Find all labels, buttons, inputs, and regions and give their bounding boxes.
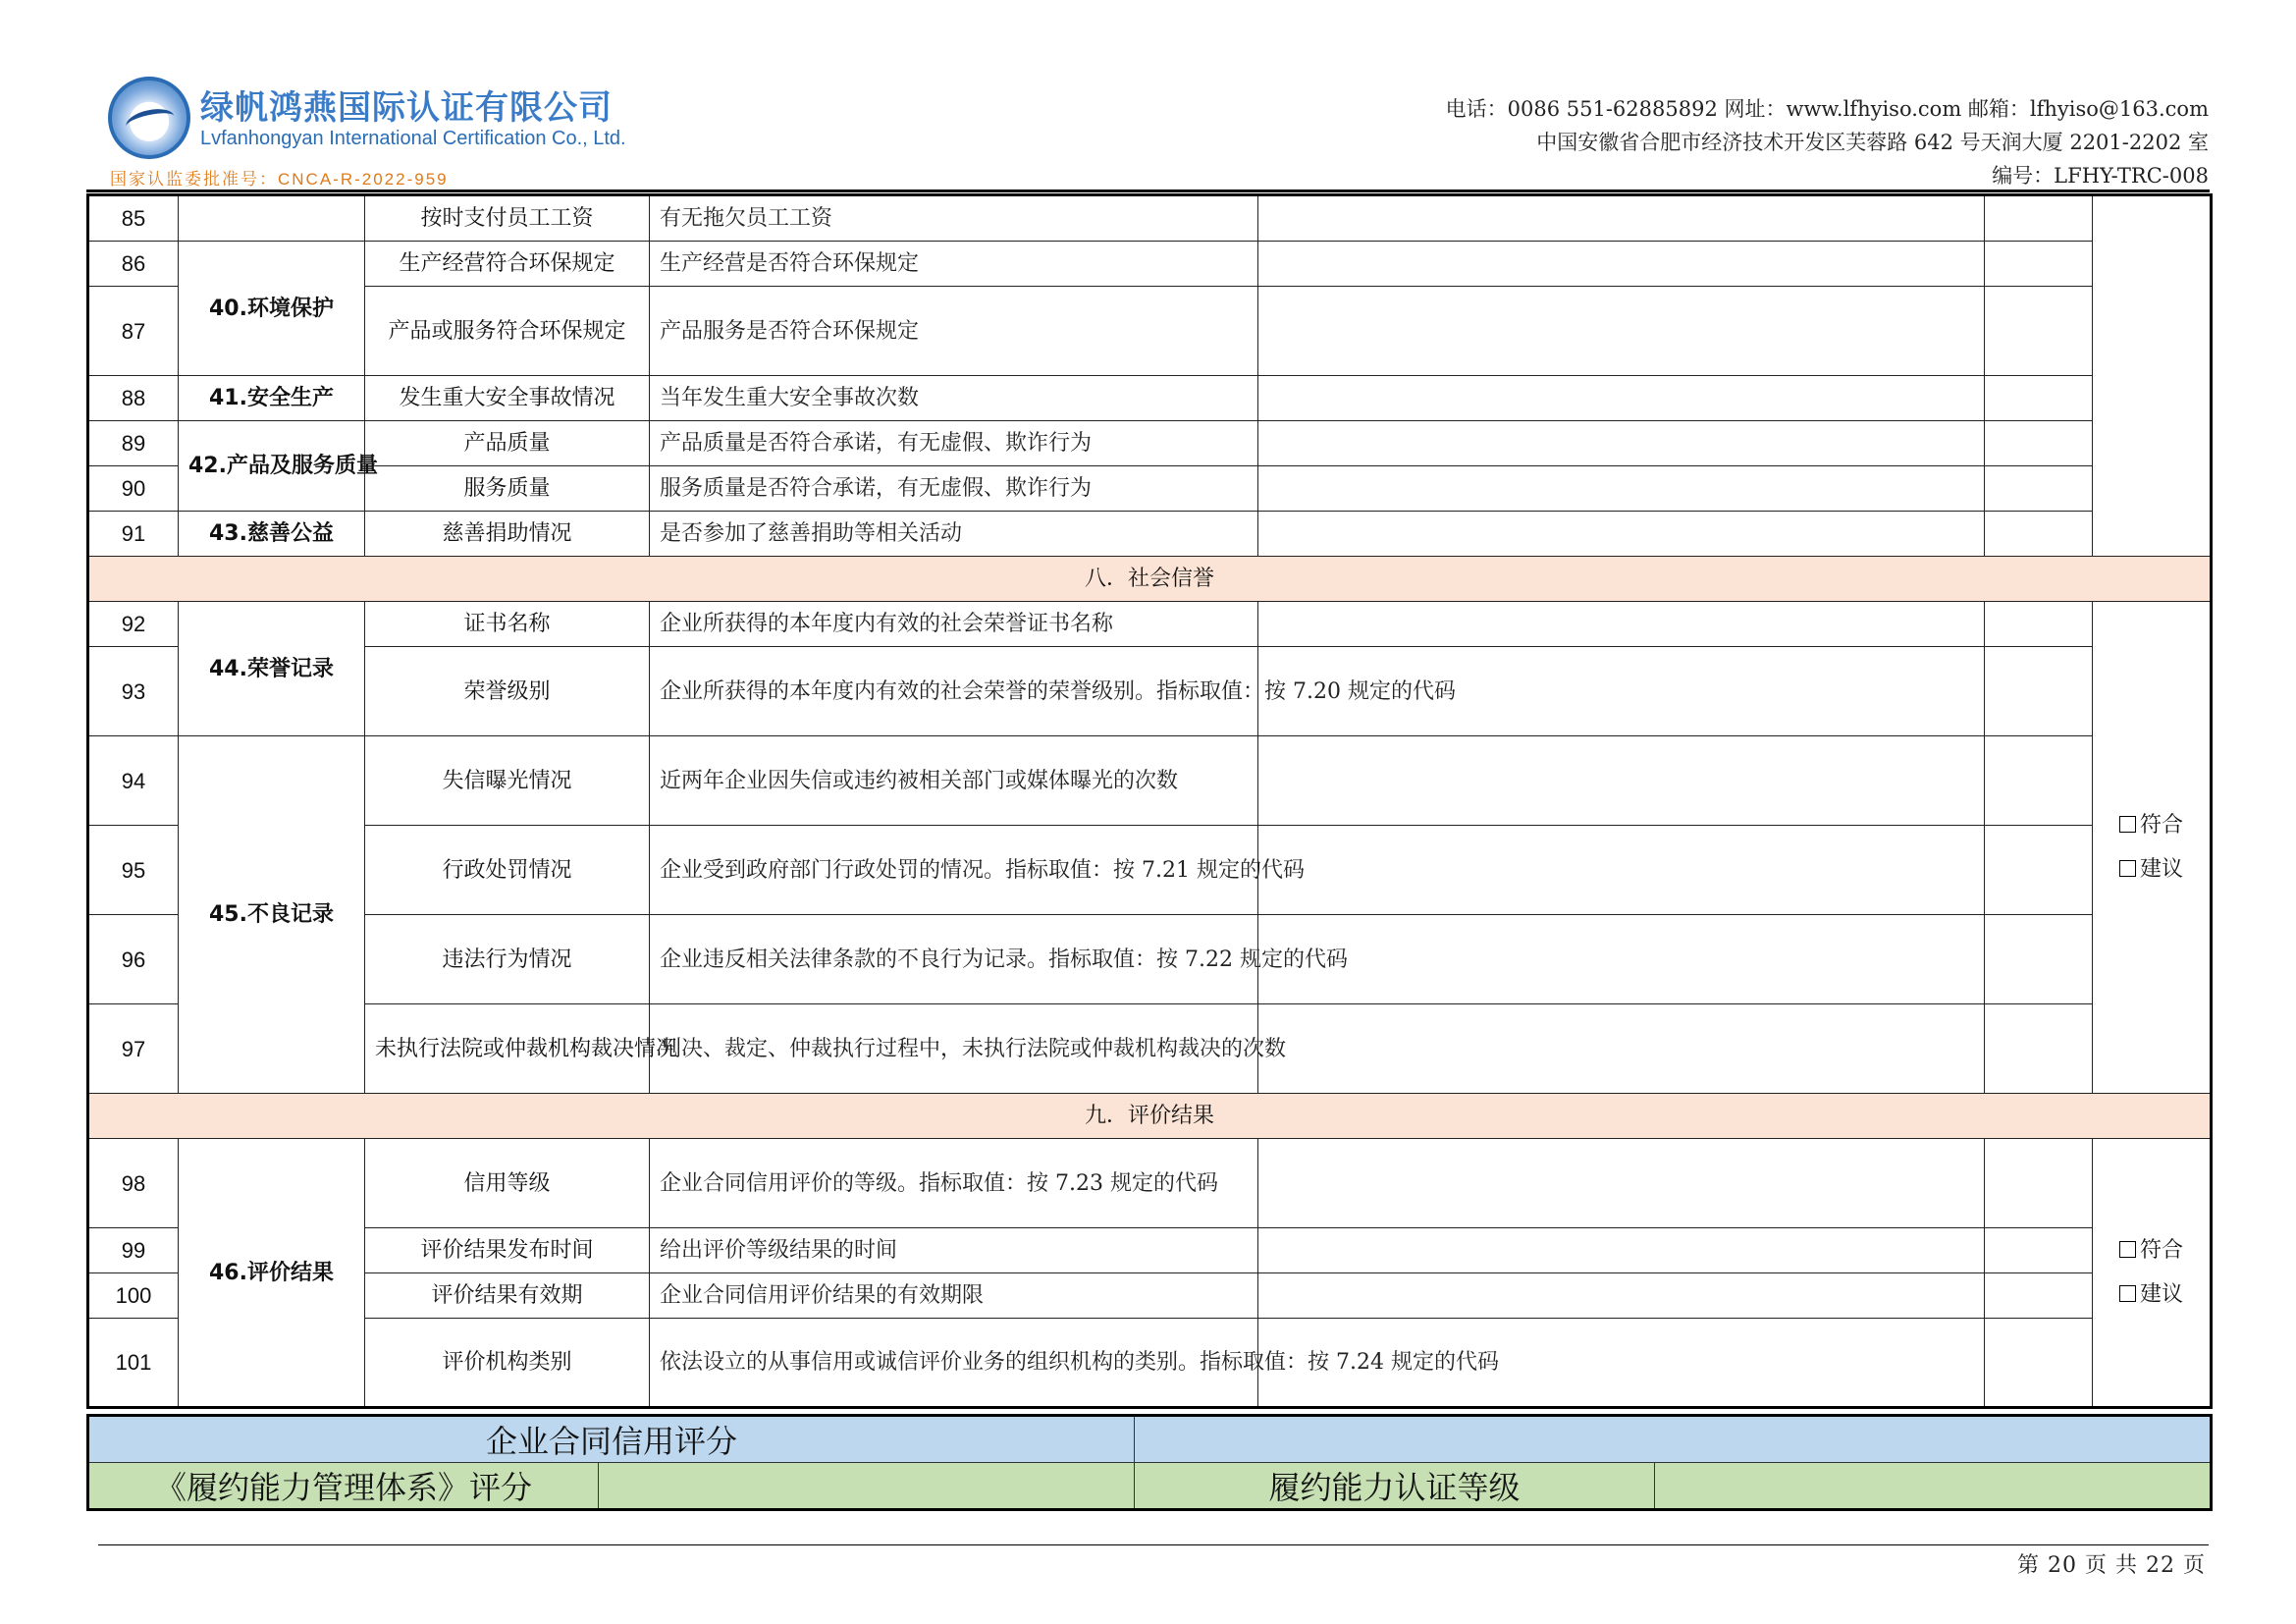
- row-number: 99: [88, 1228, 179, 1273]
- indicator-description: 判决、裁定、仲裁执行过程中，未执行法院或仲裁机构裁决的次数: [650, 1004, 1258, 1094]
- evidence-cell[interactable]: [1258, 1228, 1985, 1273]
- indicator-description: 服务质量是否符合承诺，有无虚假、欺诈行为: [650, 466, 1258, 512]
- indicator-name: 信用等级: [365, 1139, 650, 1228]
- indicator-name: 产品或服务符合环保规定: [365, 287, 650, 376]
- table-row: [88, 466, 2212, 512]
- evidence-cell[interactable]: [1258, 242, 1985, 287]
- evidence-cell[interactable]: [1258, 512, 1985, 557]
- table-row: [88, 1228, 2212, 1273]
- indicator-name: 违法行为情况: [365, 915, 650, 1004]
- indicator-name: 未执行法院或仲裁机构裁决情况: [365, 1004, 650, 1094]
- indicator-description: 是否参加了慈善捐助等相关活动: [650, 512, 1258, 557]
- option-suggest[interactable]: [2103, 1272, 2200, 1317]
- row-number: 100: [88, 1273, 179, 1319]
- score-cell[interactable]: [1985, 242, 2093, 287]
- evaluation-table: [86, 193, 2213, 1409]
- company-name-cn: 绿帆鸿燕国际认证有限公司: [200, 88, 613, 128]
- indicator-description: 给出评价等级结果的时间: [650, 1228, 1258, 1273]
- row-number: 93: [88, 647, 179, 736]
- checkbox-icon[interactable]: [2119, 1241, 2136, 1258]
- option-suggest[interactable]: [2103, 847, 2200, 892]
- indicator-name: 慈善捐助情况: [365, 512, 650, 557]
- table-row: [88, 421, 2212, 466]
- document-code: 编号：LFHY-TRC-008: [1992, 164, 2209, 188]
- table-row: [88, 826, 2212, 915]
- row-number: 94: [88, 736, 179, 826]
- indicator-description: 企业所获得的本年度内有效的社会荣誉的荣誉级别。指标取值：按 7.20 规定的代码: [650, 647, 1258, 736]
- summary-row: [88, 1463, 2212, 1510]
- indicator-description: 当年发生重大安全事故次数: [650, 376, 1258, 421]
- approval-number: 国家认监委批准号：CNCA-R-2022-959: [110, 170, 449, 189]
- row-number: 90: [88, 466, 179, 512]
- table-row: [88, 1319, 2212, 1408]
- score-cell[interactable]: [1985, 1228, 2093, 1273]
- row-number: 91: [88, 512, 179, 557]
- result-cell[interactable]: [2093, 602, 2212, 1094]
- company-logo-icon: [108, 77, 190, 159]
- table-row: [88, 195, 2212, 242]
- table-row: [88, 1139, 2212, 1228]
- summary-table: [86, 1414, 2213, 1511]
- indicator-name: 行政处罚情况: [365, 826, 650, 915]
- result-cell[interactable]: [2093, 1139, 2212, 1408]
- indicator-name: 生产经营符合环保规定: [365, 242, 650, 287]
- category-cell: [179, 195, 365, 242]
- indicator-description: 产品服务是否符合环保规定: [650, 287, 1258, 376]
- section-header-row: [88, 1094, 2212, 1139]
- system-score-value[interactable]: [599, 1463, 1135, 1510]
- cert-level-value[interactable]: [1655, 1463, 2212, 1510]
- row-number: 86: [88, 242, 179, 287]
- indicator-description: 近两年企业因失信或违约被相关部门或媒体曝光的次数: [650, 736, 1258, 826]
- indicator-description: 企业合同信用评价结果的有效期限: [650, 1273, 1258, 1319]
- evidence-cell[interactable]: [1258, 287, 1985, 376]
- score-cell[interactable]: [1985, 376, 2093, 421]
- evidence-cell[interactable]: [1258, 195, 1985, 242]
- indicator-name: 产品质量: [365, 421, 650, 466]
- contact-line-1: 电话：0086 551-62885892 网址：www.lfhyiso.com 邮箱：lfhyiso@163.com: [1445, 97, 2209, 121]
- indicator-name: 评价结果发布时间: [365, 1228, 650, 1273]
- evidence-cell[interactable]: [1258, 736, 1985, 826]
- score-cell[interactable]: [1985, 1319, 2093, 1408]
- contact-line-2: 中国安徽省合肥市经济技术开发区芙蓉路 642 号天润大厦 2201-2202 室: [1536, 131, 2209, 154]
- table-row: [88, 287, 2212, 376]
- indicator-description: 生产经营是否符合环保规定: [650, 242, 1258, 287]
- score-cell[interactable]: [1985, 1004, 2093, 1094]
- row-number: 97: [88, 1004, 179, 1094]
- evidence-cell[interactable]: [1258, 1273, 1985, 1319]
- score-cell[interactable]: [1985, 915, 2093, 1004]
- score-cell[interactable]: [1985, 1139, 2093, 1228]
- row-number: 87: [88, 287, 179, 376]
- contract-credit-score-label: 企业合同信用评分: [88, 1416, 1135, 1463]
- score-cell[interactable]: [1985, 647, 2093, 736]
- option-conform[interactable]: [2103, 803, 2200, 847]
- section-title: 八．社会信誉: [88, 557, 2212, 602]
- evidence-cell[interactable]: [1258, 602, 1985, 647]
- score-cell[interactable]: [1985, 602, 2093, 647]
- row-number: 89: [88, 421, 179, 466]
- indicator-description: 产品质量是否符合承诺，有无虚假、欺诈行为: [650, 421, 1258, 466]
- indicator-name: 失信曝光情况: [365, 736, 650, 826]
- score-cell[interactable]: [1985, 1273, 2093, 1319]
- option-conform[interactable]: [2103, 1228, 2200, 1272]
- table-row: [88, 1273, 2212, 1319]
- evidence-cell[interactable]: [1258, 826, 1985, 915]
- contract-credit-score-value[interactable]: [1135, 1416, 2212, 1463]
- category-cell: 43.慈善公益: [179, 512, 365, 557]
- indicator-name: 按时支付员工工资: [365, 195, 650, 242]
- indicator-description: 企业所获得的本年度内有效的社会荣誉证书名称: [650, 602, 1258, 647]
- contact-info: [1446, 92, 2209, 192]
- table-row: [88, 242, 2212, 287]
- indicator-description: 依法设立的从事信用或诚信评价业务的组织机构的类别。指标取值：按 7.24 规定的代码: [650, 1319, 1258, 1408]
- indicator-description: 企业合同信用评价的等级。指标取值：按 7.23 规定的代码: [650, 1139, 1258, 1228]
- checkbox-icon[interactable]: [2119, 1285, 2136, 1302]
- evidence-cell[interactable]: [1258, 466, 1985, 512]
- indicator-name: 荣誉级别: [365, 647, 650, 736]
- category-cell: 40.环境保护: [179, 242, 365, 376]
- evidence-cell[interactable]: [1258, 376, 1985, 421]
- table-row: [88, 736, 2212, 826]
- table-row: [88, 915, 2212, 1004]
- category-cell: 42.产品及服务质量: [179, 421, 365, 512]
- row-number: 96: [88, 915, 179, 1004]
- indicator-name: 服务质量: [365, 466, 650, 512]
- table-row: [88, 376, 2212, 421]
- category-cell: 46.评价结果: [179, 1139, 365, 1408]
- indicator-description: 企业违反相关法律条款的不良行为记录。指标取值：按 7.22 规定的代码: [650, 915, 1258, 1004]
- score-cell[interactable]: [1985, 826, 2093, 915]
- cert-level-label: 履约能力认证等级: [1135, 1463, 1655, 1510]
- evidence-cell[interactable]: [1258, 421, 1985, 466]
- category-cell: 41.安全生产: [179, 376, 365, 421]
- row-number: 101: [88, 1319, 179, 1408]
- option-label: 建议: [2139, 857, 2183, 882]
- table-row: [88, 1004, 2212, 1094]
- indicator-name: 评价结果有效期: [365, 1273, 650, 1319]
- evidence-cell[interactable]: [1258, 1139, 1985, 1228]
- row-number: 98: [88, 1139, 179, 1228]
- page-number: 第 20 页 共 22 页: [2017, 1553, 2206, 1578]
- indicator-description: 有无拖欠员工工资: [650, 195, 1258, 242]
- score-cell[interactable]: [1985, 287, 2093, 376]
- footer-divider: [98, 1544, 2209, 1545]
- section-title: 九．评价结果: [88, 1094, 2212, 1139]
- header-divider: [86, 189, 2210, 192]
- row-number: 88: [88, 376, 179, 421]
- summary-row: [88, 1416, 2212, 1463]
- table-row: [88, 602, 2212, 647]
- checkbox-icon[interactable]: [2119, 816, 2136, 833]
- option-label: 符合: [2139, 1238, 2183, 1263]
- section-header-row: [88, 557, 2212, 602]
- system-score-label: 《履约能力管理体系》评分: [88, 1463, 599, 1510]
- row-number: 92: [88, 602, 179, 647]
- company-name-en: Lvfanhongyan International Certification Co., Ltd.: [200, 128, 626, 149]
- indicator-name: 评价机构类别: [365, 1319, 650, 1408]
- option-label: 建议: [2139, 1282, 2183, 1307]
- evidence-cell[interactable]: [1258, 915, 1985, 1004]
- indicator-description: 企业受到政府部门行政处罚的情况。指标取值：按 7.21 规定的代码: [650, 826, 1258, 915]
- score-cell[interactable]: [1985, 195, 2093, 242]
- option-label: 符合: [2139, 813, 2183, 838]
- indicator-name: 证书名称: [365, 602, 650, 647]
- row-number: 95: [88, 826, 179, 915]
- category-cell: 44.荣誉记录: [179, 602, 365, 736]
- score-cell[interactable]: [1985, 512, 2093, 557]
- row-number: 85: [88, 195, 179, 242]
- indicator-name: 发生重大安全事故情况: [365, 376, 650, 421]
- table-row: [88, 647, 2212, 736]
- score-cell[interactable]: [1985, 421, 2093, 466]
- score-cell[interactable]: [1985, 466, 2093, 512]
- category-cell: 45.不良记录: [179, 736, 365, 1094]
- table-row: [88, 512, 2212, 557]
- page-header: [98, 69, 2209, 187]
- score-cell[interactable]: [1985, 736, 2093, 826]
- evidence-cell[interactable]: [1258, 1004, 1985, 1094]
- checkbox-icon[interactable]: [2119, 860, 2136, 877]
- result-cell[interactable]: [2093, 195, 2212, 557]
